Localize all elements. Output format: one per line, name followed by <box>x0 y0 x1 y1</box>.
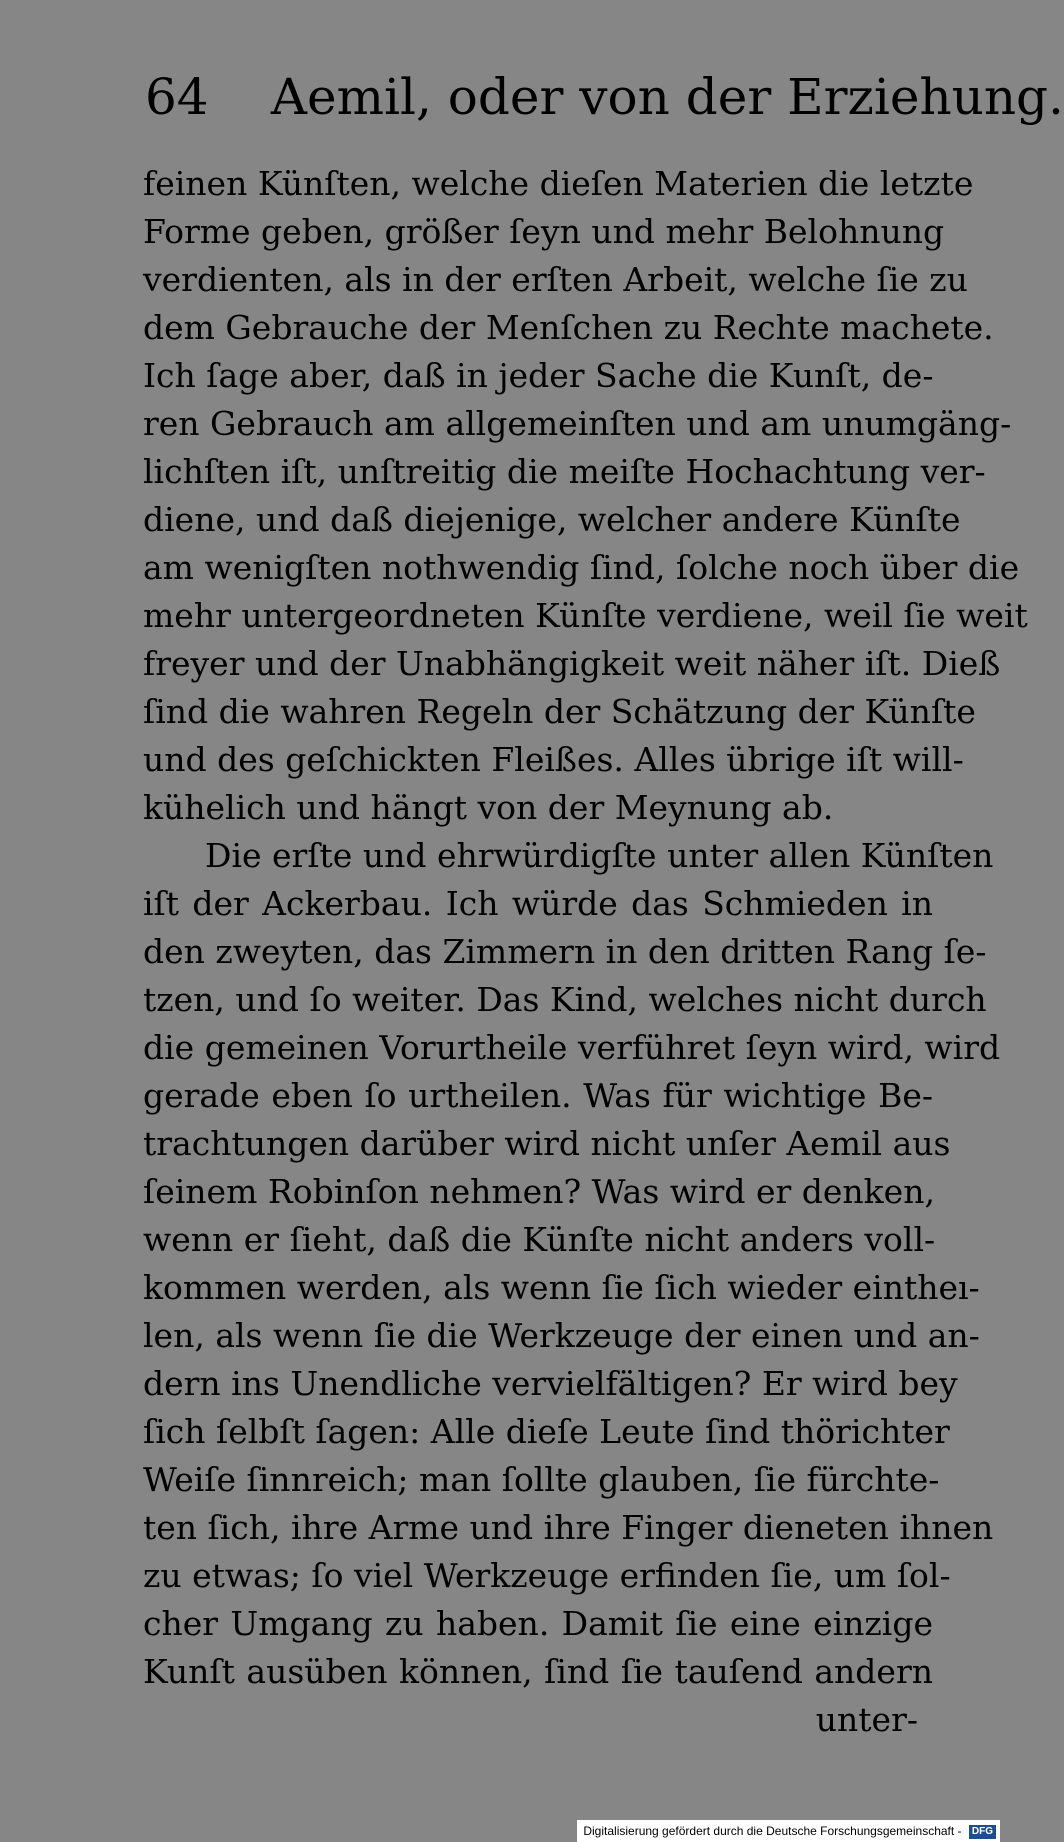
page-header <box>145 62 1064 132</box>
text-line: Kunſt ausüben können, ſind ſie tauſend andern <box>143 1652 933 1691</box>
text-line: Weiſe ſinnreich; man ſollte glauben, ſie fürchte- <box>143 1460 940 1499</box>
text-line: den zweyten, das Zimmern in den dritten Rang ſe- <box>143 932 987 971</box>
text-line: kommen werden, als wenn ſie ſich wieder eintheı- <box>143 1268 980 1307</box>
text-line: und des geſchickten Fleißes. Alles übrige iſt will- <box>143 740 964 779</box>
text-line: len, als wenn ſie die Werkzeuge der einen und an- <box>143 1316 980 1355</box>
text-line: tzen, und ſo weiter. Das Kind, welches nicht durch <box>143 980 987 1019</box>
text-line: Ich ſage aber, daß in jeder Sache die Kunſt, de- <box>143 356 934 395</box>
text-line: ten ſich, ihre Arme und ihre Finger dieneten ihnen <box>143 1508 994 1547</box>
text-line: ſich ſelbſt ſagen: Alle dieſe Leute ſind thörichter <box>143 1412 950 1451</box>
text-line: iſt der Ackerbau. Ich würde das Schmieden in <box>143 884 933 923</box>
dfg-logo: DFG <box>969 1825 996 1839</box>
text-line: cher Umgang zu haben. Damit ſie eine einzige <box>143 1604 933 1643</box>
credit-text: Digitalisierung gefördert durch die Deutsche Forschungsgemeinschaft - <box>583 1824 962 1838</box>
text-line: zu etwas; ſo viel Werkzeuge erfinden ſie, um ſol- <box>143 1556 951 1595</box>
text-line: ſind die wahren Regeln der Schätzung der Künſte <box>143 692 976 731</box>
text-line: feinen Künſten, welche dieſen Materien die letzte <box>143 164 974 203</box>
text-line: kühelich und hängt von der Meynung ab. <box>143 788 834 827</box>
text-line: dem Gebrauche der Menſchen zu Rechte machete. <box>143 308 994 347</box>
text-line: dern ins Unendliche vervielfältigen? Er wird bey <box>143 1364 958 1403</box>
digitization-credit <box>577 1820 1000 1842</box>
body-text <box>143 160 1028 1744</box>
text-line: verdienten, als in der erſten Arbeit, welche ſie zu <box>143 260 968 299</box>
text-line: mehr untergeordneten Künſte verdiene, weil ſie weit <box>143 596 1028 635</box>
text-line: freyer und der Unabhängigkeit weit näher iſt. Dieß <box>143 644 1001 683</box>
text-line: gerade eben ſo urtheilen. Was für wichtige Be- <box>143 1076 933 1115</box>
running-title: Aemil, oder von der Erziehung. <box>270 68 1064 126</box>
text-line: wenn er ſieht, daß die Künſte nicht anders voll- <box>143 1220 936 1259</box>
page-number: 64 <box>145 68 209 126</box>
text-line: Die erſte und ehrwürdigſte unter allen Künſten <box>205 836 994 875</box>
text-line: ren Gebrauch am allgemeinſten und am unumgäng- <box>143 404 1012 443</box>
text-line: am wenigſten nothwendig ſind, ſolche noch über die <box>143 548 1020 587</box>
text-line: ſeinem Robinſon nehmen? Was wird er denken, <box>143 1172 935 1211</box>
text-line: Forme geben, größer ſeyn und mehr Belohnung <box>143 212 945 251</box>
text-line: die gemeinen Vorurtheile verführet ſeyn wird, wird <box>143 1028 1001 1067</box>
text-line: trachtungen darüber wird nicht unſer Aemil aus <box>143 1124 951 1163</box>
text-line: diene, und daß diejenige, welcher andere Künſte <box>143 500 961 539</box>
text-line: lichſten iſt, unſtreitig die meiſte Hochachtung ver- <box>143 452 986 491</box>
catchword: unter- <box>815 1700 918 1739</box>
